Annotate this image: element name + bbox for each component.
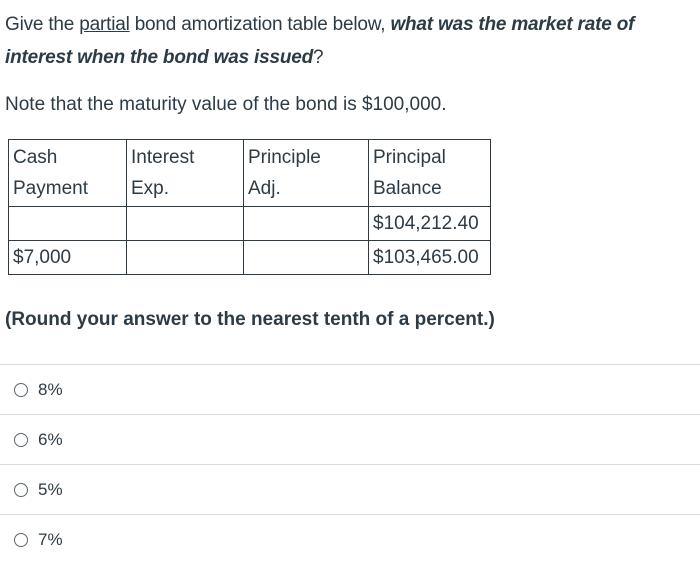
question-line-2 xyxy=(5,41,695,74)
answer-option-label: 6% xyxy=(38,429,63,449)
answer-option-8[interactable] xyxy=(0,364,700,414)
table-row xyxy=(9,241,491,275)
answer-options xyxy=(0,364,700,564)
answer-option-5[interactable] xyxy=(0,464,700,514)
table-row xyxy=(9,207,491,241)
rounding-instruction: (Round your answer to the nearest tenth of a percent.) xyxy=(5,309,495,330)
table-cell xyxy=(9,207,127,241)
radio-button-icon[interactable] xyxy=(14,483,28,497)
question-underlined: partial xyxy=(79,14,130,35)
question-text xyxy=(5,8,695,74)
table-cell: $103,465.00 xyxy=(369,241,491,275)
maturity-note: Note that the maturity value of the bond is $100,000. xyxy=(5,94,447,115)
answer-option-label: 5% xyxy=(38,479,63,499)
table-cell xyxy=(127,241,244,275)
question-emphasis-2: interest when the bond was issued xyxy=(5,47,314,68)
answer-option-7[interactable] xyxy=(0,514,700,564)
table-cell: $7,000 xyxy=(9,241,127,275)
question-suffix: ? xyxy=(313,47,324,68)
radio-button-icon[interactable] xyxy=(14,433,28,447)
radio-button-icon[interactable] xyxy=(14,533,28,547)
amortization-table xyxy=(8,139,491,275)
question-emphasis-1: what was the market rate of xyxy=(390,14,635,35)
table-header-row xyxy=(9,140,491,207)
header-interest-exp: Interest Exp. xyxy=(127,140,244,207)
header-principle-adj: Principle Adj. xyxy=(244,140,369,207)
table-cell xyxy=(127,207,244,241)
table-cell: $104,212.40 xyxy=(369,207,491,241)
header-principal-balance: Principal Balance xyxy=(369,140,491,207)
question-middle: bond amortization table below, xyxy=(129,14,391,35)
header-cash-payment: Cash Payment xyxy=(9,140,127,207)
question-prefix: Give the xyxy=(5,14,80,35)
question-line-1 xyxy=(5,8,695,41)
table-cell xyxy=(244,207,369,241)
answer-option-6[interactable] xyxy=(0,414,700,464)
table-cell xyxy=(244,241,369,275)
radio-button-icon[interactable] xyxy=(14,383,28,397)
answer-option-label: 7% xyxy=(38,529,63,549)
answer-option-label: 8% xyxy=(38,379,63,399)
